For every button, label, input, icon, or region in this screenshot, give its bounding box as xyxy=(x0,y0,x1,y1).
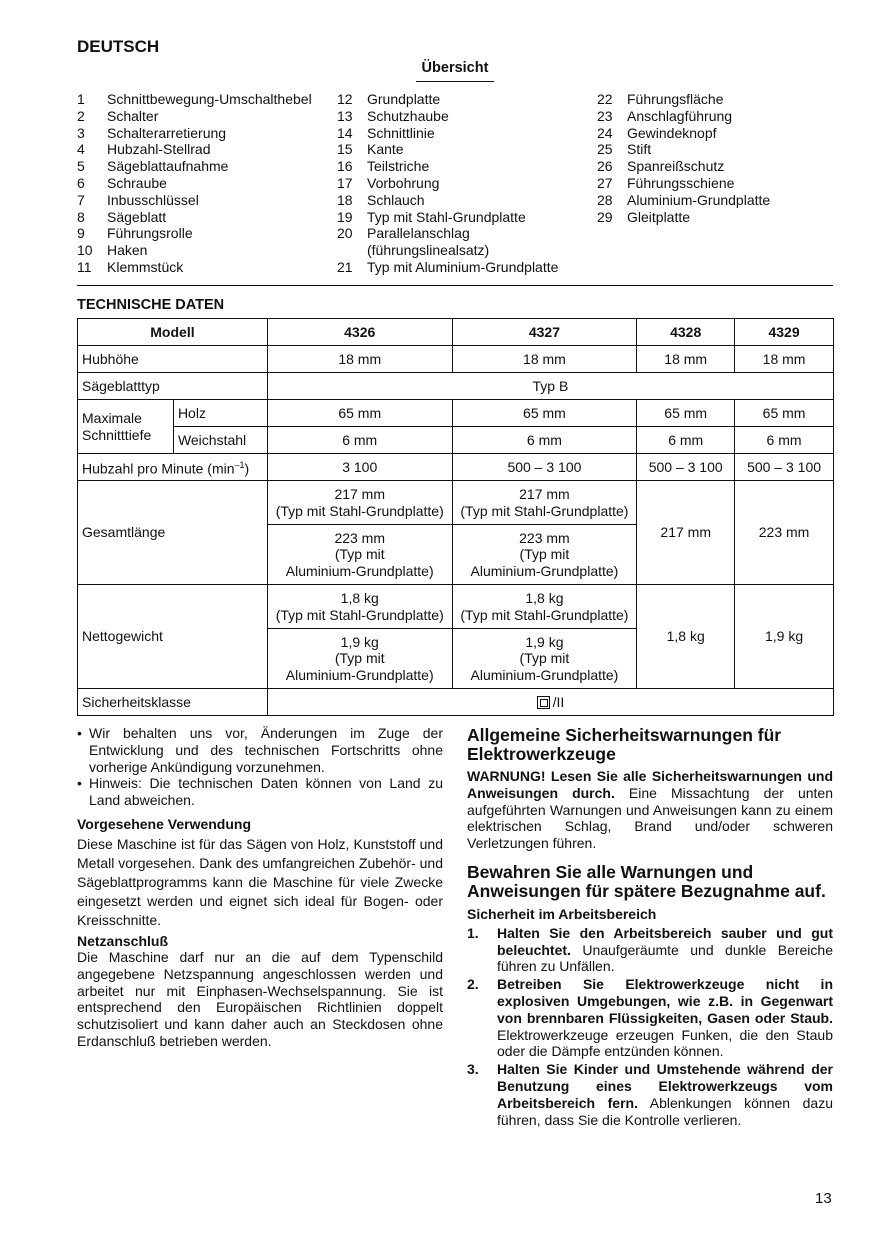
list-item: 26 Spanreißschutz xyxy=(597,158,725,175)
table-cell: 18 mm xyxy=(735,346,834,373)
table-row xyxy=(78,454,834,481)
list-item: 2. Betreiben Sie Elektrowerkzeuge nicht in explosiven Umgebungen, wie z.B. in Gegenwart von brennbaren Flüssigkeiten, Gasen oder Staub. Elektrowerkzeuge erzeugen Funken, die den Staub oder die Dämpfe entzünden können. xyxy=(467,976,833,1060)
table-cell: 6 mm xyxy=(267,427,452,454)
table-cell: 6 mm xyxy=(637,427,735,454)
row-label: Nettogewicht xyxy=(78,585,268,689)
table-cell: 65 mm xyxy=(637,400,735,427)
model-4328: 4328 xyxy=(637,319,735,346)
overview-title: Übersicht xyxy=(421,60,489,76)
table-cell: 65 mm xyxy=(735,400,834,427)
model-header: Modell xyxy=(78,319,268,346)
table-row xyxy=(78,346,834,373)
list-item: 16 Teilstriche xyxy=(337,158,430,175)
table-cell: 217 mm (Typ mit Stahl-Grundplatte) xyxy=(452,481,637,525)
row-label: Hubzahl pro Minute $(\min^{-1})$ xyxy=(78,454,268,481)
table-cell: 1,9 kg (Typ mit Aluminium-Grundplatte) xyxy=(452,629,637,689)
table-cell: 6 mm xyxy=(452,427,637,454)
table-cell: 18 mm xyxy=(637,346,735,373)
table-cell: 1,8 kg xyxy=(637,585,735,689)
safety-heading: Allgemeine Sicherheitswarnungen für Elektrowerkzeuge xyxy=(467,725,782,764)
list-item: 27 Führungsschiene xyxy=(597,174,735,191)
list-item: 1. Halten Sie den Arbeitsbereich sauber und gut beleuchtet. Unaufgeräumte und dunkle Bereiche führen zu Unfällen. xyxy=(467,924,833,975)
row-sublabel: Holz xyxy=(173,400,267,427)
table-row xyxy=(78,400,834,427)
overview-underline xyxy=(416,81,494,82)
page-number: 13 xyxy=(815,1190,832,1207)
list-item: 4 Hubzahl-Stellrad xyxy=(77,141,211,158)
table-cell: 223 mm (Typ mit Aluminium-Grundplatte) xyxy=(452,525,637,585)
row-label: Sicherheitsklasse xyxy=(78,689,268,716)
table-cell: 18 mm xyxy=(267,346,452,373)
list-item: 6 Schraube xyxy=(77,174,167,191)
list-item: 9 Führungsrolle xyxy=(77,225,193,242)
model-4327: 4327 xyxy=(452,319,637,346)
specifications-table xyxy=(77,318,834,716)
table-cell: Typ B xyxy=(267,373,833,400)
list-item: 29 Gleitplatte xyxy=(597,208,691,225)
table-cell: 500 – 3 100 xyxy=(735,454,834,481)
list-item: 24 Gewindeknopf xyxy=(597,124,717,141)
list-item: 28 Aluminium-Grundplatte xyxy=(597,191,771,208)
list-item: 5 Sägeblattaufnahme xyxy=(77,158,229,175)
list-item: 11 Klemmstück xyxy=(77,258,184,275)
list-item: 25 Stift xyxy=(597,141,652,158)
list-item: 13 Schutzhaube xyxy=(337,107,449,124)
table-row xyxy=(78,689,834,716)
parts-list-column-2 xyxy=(337,91,597,276)
table-cell: 65 mm xyxy=(452,400,637,427)
warning-paragraph: WARNUNG! Lesen Sie alle Sicherheitswarnungen und Anweisungen durch. Eine Missachtung der unten aufgeführten Warnungen und Anweisungen kann zu einem elektrischen Schlag, Brand und/oder schweren Verletzungen führen. xyxy=(467,768,833,852)
table-cell: 1,9 kg xyxy=(735,585,834,689)
table-row xyxy=(78,373,834,400)
double-insulation-icon xyxy=(537,696,550,709)
list-item: 3. Halten Sie Kinder und Umstehende während der Benutzung eines Elektrowerkzeugs vom Arbeitsbereich fern. Ablenkungen können dazu führen, dass Sie die Kontrolle verlieren. xyxy=(467,1061,833,1128)
table-cell: 1,8 kg (Typ mit Stahl-Grundplatte) xyxy=(452,585,637,629)
language-title: DEUTSCH xyxy=(77,37,160,56)
table-cell: 217 mm (Typ mit Stahl-Grundplatte) xyxy=(267,481,452,525)
section-divider xyxy=(77,285,833,286)
intended-use-title: Vorgesehene Verwendung xyxy=(77,816,252,832)
row-label: Maximale Schnitttiefe xyxy=(78,400,174,454)
table-row xyxy=(78,319,834,346)
list-item: 15 Kante xyxy=(337,141,404,158)
table-cell: /II xyxy=(267,689,833,716)
table-cell: 500 – 3 100 xyxy=(637,454,735,481)
notes-list xyxy=(77,725,443,809)
list-item: 21 Typ mit Aluminium-Grundplatte xyxy=(337,258,559,275)
list-item: 22 Führungsfläche xyxy=(597,91,724,107)
list-item: 12 Grundplatte xyxy=(337,91,441,107)
model-4326: 4326 xyxy=(267,319,452,346)
list-item: 20 Parallelanschlag (führungslinealsatz) xyxy=(337,225,490,259)
model-4329: 4329 xyxy=(735,319,834,346)
row-label: Hubhöhe xyxy=(78,346,268,373)
keep-instructions-heading: Bewahren Sie alle Warnungen und Anweisungen für spätere Bezugnahme auf. xyxy=(467,861,826,901)
power-supply-title: Netzanschluß xyxy=(77,933,169,949)
list-item: 2 Schalter xyxy=(77,107,159,124)
parts-list-column-1 xyxy=(77,91,337,276)
list-item: 17 Vorbohrung xyxy=(337,174,440,191)
table-cell: 223 mm xyxy=(735,481,834,585)
work-area-title: Sicherheit im Arbeitsbereich xyxy=(467,905,657,922)
table-cell: 1,9 kg (Typ mit Aluminium-Grundplatte) xyxy=(267,629,452,689)
table-cell: 6 mm xyxy=(735,427,834,454)
list-item: 7 Inbusschlüssel xyxy=(77,191,199,208)
list-item: 18 Schlauch xyxy=(337,191,425,208)
table-cell: 223 mm (Typ mit Aluminium-Grundplatte) xyxy=(267,525,452,585)
row-label: Gesamtlänge xyxy=(78,481,268,585)
table-cell: 500 – 3 100 xyxy=(452,454,637,481)
list-item: 1 Schnittbewegung-Umschalthebel xyxy=(77,91,312,107)
table-cell: 18 mm xyxy=(452,346,637,373)
row-label: Sägeblatttyp xyxy=(78,373,268,400)
safety-section xyxy=(467,726,833,1128)
list-item: 14 Schnittlinie xyxy=(337,124,435,141)
specs-title: TECHNISCHE DATEN xyxy=(77,297,225,313)
list-item: 10 Haken xyxy=(77,242,148,259)
power-supply-text: Die Maschine darf nur an die auf dem Typenschild angegebene Netzspannung angeschlossen werden und arbeitet nur mit Einphasen-Wechselspannung. Sie ist entsprechend den Europäischen Richtlinien doppelt schutzisoliert und kann daher auch an Steckdosen ohne Erdanschluß betrieben werden. xyxy=(77,949,443,1049)
table-row xyxy=(78,481,834,525)
list-item: 23 Anschlagführung xyxy=(597,107,733,124)
list-item: • Hinweis: Die technischen Daten können von Land zu Land abweichen. xyxy=(77,775,443,809)
list-item: • Wir behalten uns vor, Änderungen im Zuge der Entwicklung und des technischen Fortschritts ohne vorherige Ankündigung vorzunehmen. xyxy=(77,725,443,775)
table-cell: 1,8 kg (Typ mit Stahl-Grundplatte) xyxy=(267,585,452,629)
row-sublabel: Weichstahl xyxy=(173,427,267,454)
list-item: 19 Typ mit Stahl-Grundplatte xyxy=(337,208,526,225)
list-item: 8 Sägeblatt xyxy=(77,208,167,225)
table-cell: 65 mm xyxy=(267,400,452,427)
table-row xyxy=(78,585,834,629)
table-cell: 217 mm xyxy=(637,481,735,585)
table-cell: 3 100 xyxy=(267,454,452,481)
table-row xyxy=(78,427,834,454)
list-item: 3 Schalterarretierung xyxy=(77,124,227,141)
intended-use-text: Diese Maschine ist für das Sägen von Holz, Kunststoff und Metall vorgesehen. Dank des umfangreichen Zubehör- und Sägeblattprogramms kann die Maschine für viele Zwecke eingesetzt werden und eignet sich ideal für Bogen- oder Kreisschnitte. xyxy=(77,836,443,928)
parts-list-column-3 xyxy=(597,91,837,225)
